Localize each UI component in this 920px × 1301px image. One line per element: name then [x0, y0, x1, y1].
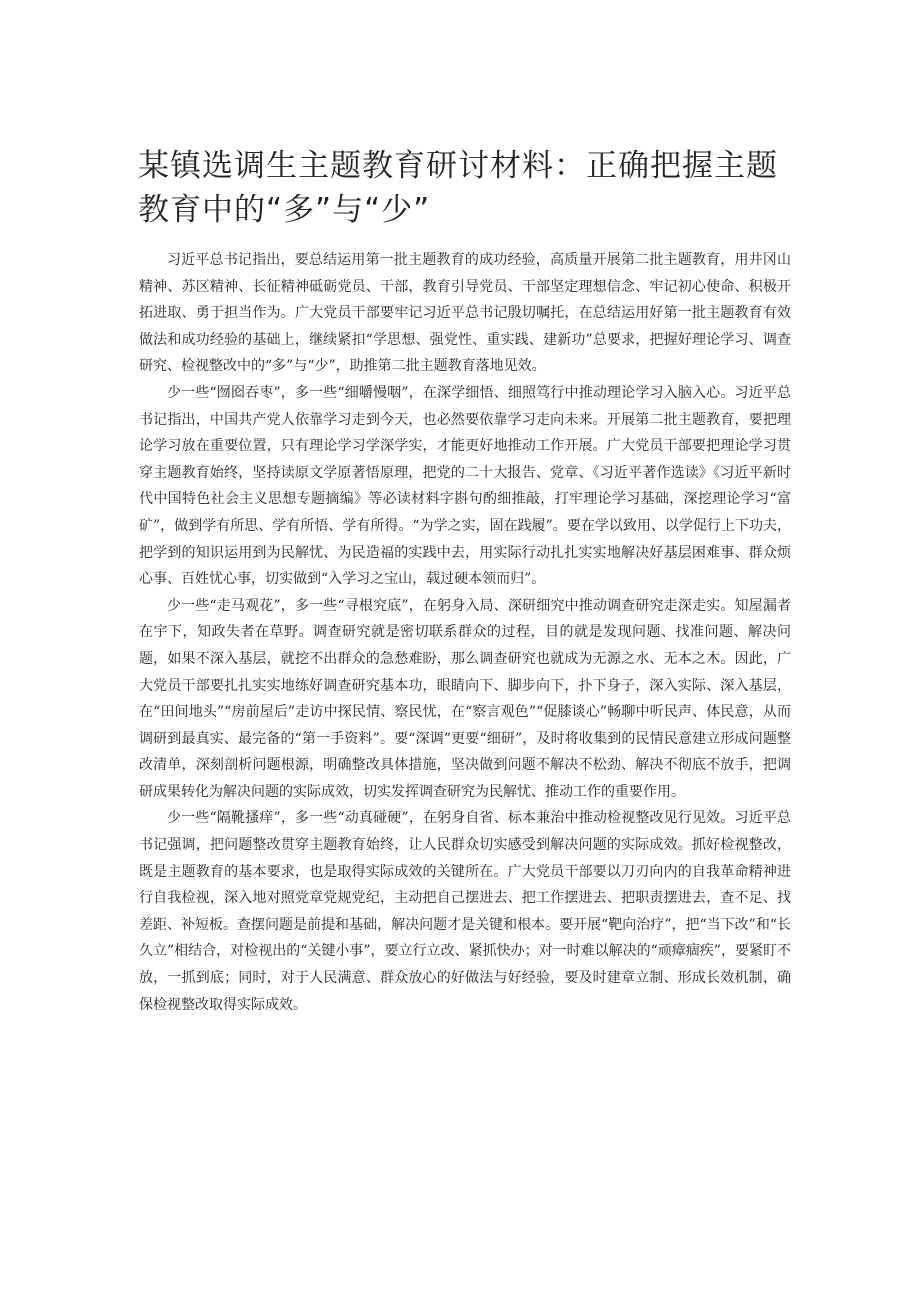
paragraph-investigation: 少一些“走马观花”，多一些“寻根究底”，在躬身入局、深研细究中推动调查研究走深走实。知屋漏者在宇下，知政失者在草野。调查研究就是密切联系群众的过程，目的就是发现问题、找准问题、解决问题，如果不深入基层，就挖不出群众的急愁难盼，那么调查研究也就成为无源之水、无本之木。因此，广大党员干部要扎扎实实地练好调查研究基本功，眼睛向下、脚步向下，扑下身子，深入实际、深入基层，在“田间地头”“房前屋后”走访中探民情、察民忧，在“察言观色”“促膝谈心”畅聊中听民声、体民意，从而调研到最真实、最完备的“第一手资料”。要“深调”更要“细研”，及时将收集到的民情民意建立形成问题整改清单，深刻剖析问题根源，明确整改具体措施，坚决做到问题不解决不松劲、解决不彻底不放手，把调研成果转化为解决问题的实际成效，切实发挥调查研究为民解忧、推动工作的重要作用。 — [139, 597, 791, 800]
paragraph-rectification: 少一些“隔靴搔痒”，多一些“动真碰硬”，在躬身自省、标本兼治中推动检视整改见行见效。习近平总书记强调，把问题整改贯穿主题教育始终，让人民群众切实感受到解决问题的实际成效。抓好检视整改，既是主题教育的基本要求，也是取得实际成效的关键所在。广大党员干部要以刀刃向内的自我革命精神进行自我检视，深入地对照党章党规党纪，主动把自己摆进去、把工作摆进去、把职责摆进去，查不足、找差距、补短板。查摆问题是前提和基础，解决问题才是关键和根本。要开展“靶向治疗”，把“当下改”和“长久立”相结合，对检视出的“关键小事”，要立行立改、紧抓快办；对一时难以解决的“顽瘴痼疾”，要紧盯不放，一抓到底；同时，对于人民满意、群众放心的好做法与好经验，要及时建章立制、形成长效机制，确保检视整改取得实际成效。 — [139, 810, 791, 1013]
paragraph-theory-study: 少一些“囫囵吞枣”，多一些“细嚼慢咽”，在深学细悟、细照笃行中推动理论学习入脑入心。习近平总书记指出，中国共产党人依靠学习走到今天，也必然要依靠学习走向未来。开展第二批主题教育，要把理论学习放在重要位置，只有理论学习学深学实，才能更好地推动工作开展。广大党员干部要把理论学习贯穿主题教育始终，坚持读原文学原著悟原理，把党的二十大报告、党章、《习近平著作选读》《习近平新时代中国特色社会主义思想专题摘编》等必读材料字斟句酌细推敲，打牢理论学习基础，深挖理论学习“富矿”，做到学有所思、学有所悟、学有所得。“为学之实，固在践履”。要在学以致用、以学促行上下功夫，把学到的知识运用到为民解忧、为民造福的实践中去，用实际行动扎扎实实地解决好基层困难事、群众烦心事、百姓忧心事，切实做到“入学习之宝山，载过硬本领而归”。 — [139, 384, 791, 588]
document-title: 某镇选调生主题教育研讨材料：正确把握主题教育中的“多”与“少” — [138, 148, 778, 228]
document-body — [139, 247, 791, 1018]
paragraph-intro: 习近平总书记指出，要总结运用第一批主题教育的成功经验，高质量开展第二批主题教育，用井冈山精神、苏区精神、长征精神砥砺党员、干部，教育引导党员、干部坚定理想信念、牢记初心使命、积极开拓进取、勇于担当作为。广大党员干部要牢记习近平总书记殷切嘱托，在总结运用好第一批主题教育有效做法和成功经验的基础上，继续紧扣“学思想、强党性、重实践、建新功”总要求，把握好理论学习、调查研究、检视整改中的“多”与“少”，助推第二批主题教育落地见效。 — [139, 252, 791, 375]
